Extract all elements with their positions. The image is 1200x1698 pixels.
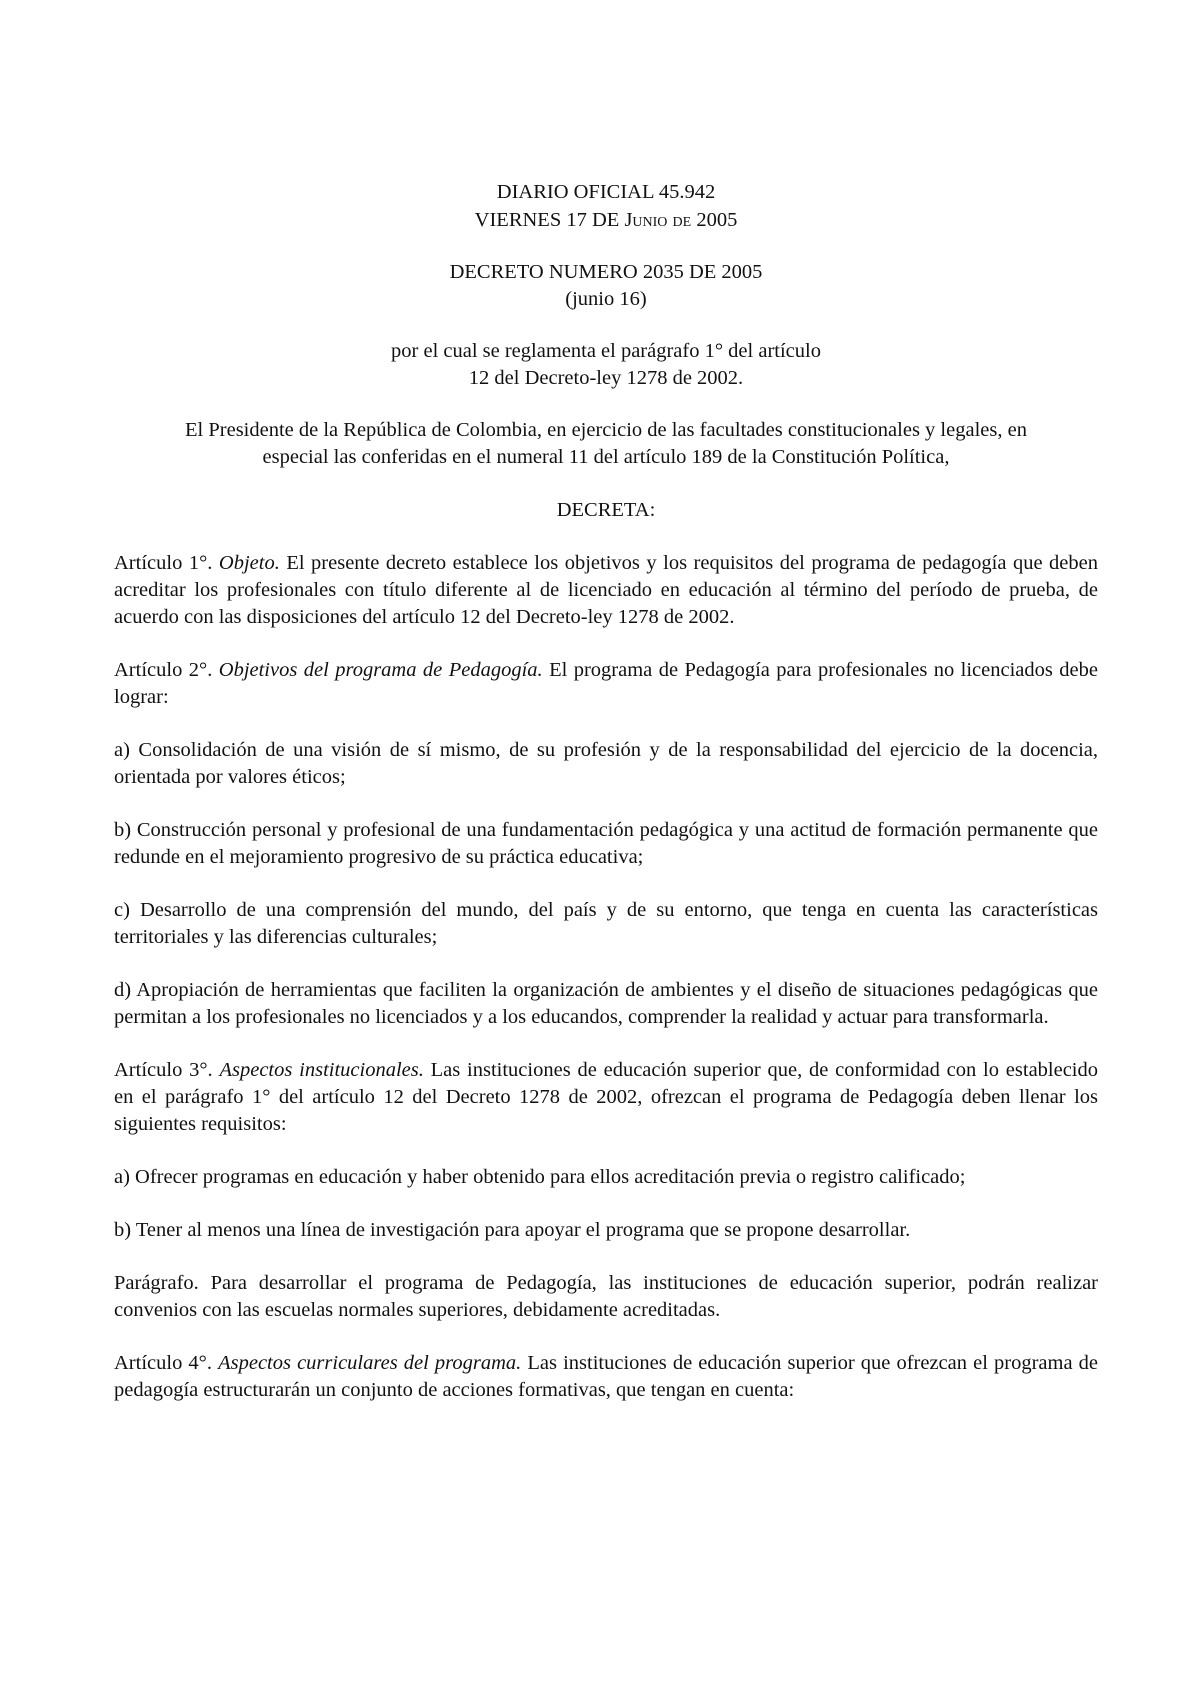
paragrafo: Parágrafo. Para desarrollar el programa de Pedagogía, las instituciones de educación superior, podrán realizar convenios con las escuelas normales superiores, debidamente acreditadas. [114,1272,1098,1321]
article-1-text: El presente decreto establece los objetivos y los requisitos del programa de pedagogía que deben acreditar los profesionales con título diferente al de licenciado en educación al término del período de prueba, de acuerdo con las disposiciones del artículo 12 del Decreto-ley 1278 de 2002. [114,552,1099,628]
article-2 [114,657,1098,711]
decree-title-block [114,259,1098,313]
gazette-date-month: Junio de [624,209,692,231]
decreta-heading: DECRETA: [556,499,656,521]
article-4-heading: Aspectos curriculares del programa. [218,1352,522,1374]
article-3-text: Las instituciones de educación superior que, de conformidad con lo establecido en el parágrafo 1° del artículo 12 del Decreto 1278 de 2002, ofrezcan el programa de Pedagogía deben llenar los siguientes requisitos: [114,1059,1099,1135]
article-2-item-d: d) Apropiación de herramientas que faciliten la organización de ambientes y el diseño de situaciones pedagógicas que permitan a los profesionales no licenciados y a los educandos, comprender la realidad y actuar para transformarla. [114,979,1098,1028]
subject-line-2: 12 del Decreto-ley 1278 de 2002. [468,367,744,389]
preamble-line-2: especial las conferidas en el numeral 11 del artículo 189 de la Constitución Política, [262,446,950,468]
article-4-text: Las instituciones de educación superior que ofrezcan el programa de pedagogía estructurarán un conjunto de acciones formativas, que tengan en cuenta: [114,1352,1099,1401]
decree-number: DECRETO NUMERO 2035 DE 2005 [449,261,763,283]
article-2-item-b: b) Construcción personal y profesional de una fundamentación pedagógica y una actitud de formación permanente que redunde en el mejoramiento progresivo de su práctica educativa; [114,819,1098,868]
article-2-heading: Objetivos del programa de Pedagogía. [218,659,543,681]
decree-date: (junio 16) [565,288,647,310]
article-2-item-c: c) Desarrollo de una comprensión del mundo, del país y de su entorno, que tenga en cuenta las características territoriales y las diferencias culturales; [114,899,1098,948]
gazette-date-prefix: VIERNES 17 DE [474,209,625,231]
gazette-title: DIARIO OFICIAL 45.942 [496,181,716,203]
gazette-date [114,206,1098,234]
gazette-header [114,178,1098,234]
preamble-line-1: El Presidente de la República de Colombia, en ejercicio de las facultades constitucionales y legales, en [185,419,1027,441]
article-4 [114,1350,1098,1404]
article-2-prefix: Artículo 2°. [114,659,219,681]
article-2-text: El programa de Pedagogía para profesionales no licenciados debe lograr: [114,659,1098,708]
article-1-heading: Objeto. [218,552,280,574]
article-3-prefix: Artículo 3°. [114,1059,220,1081]
article-1 [114,550,1098,631]
document-page [114,178,1098,1404]
decree-subject [114,338,1098,392]
article-3 [114,1057,1098,1138]
gazette-date-year: 2005 [691,209,738,231]
preamble [114,417,1098,471]
article-3-heading: Aspectos institucionales. [219,1059,424,1081]
article-2-item-a: a) Consolidación de una visión de sí mismo, de su profesión y de la responsabilidad del ejercicio de la docencia, orientada por valores éticos; [114,739,1098,788]
article-3-item-b: b) Tener al menos una línea de investigación para apoyar el programa que se propone desarrollar. [114,1219,911,1241]
article-1-prefix: Artículo 1°. [114,552,219,574]
article-4-prefix: Artículo 4°. [114,1352,219,1374]
subject-line-1: por el cual se reglamenta el parágrafo 1° del artículo [391,340,821,362]
article-3-item-a: a) Ofrecer programas en educación y haber obtenido para ellos acreditación previa o registro calificado; [114,1166,966,1188]
